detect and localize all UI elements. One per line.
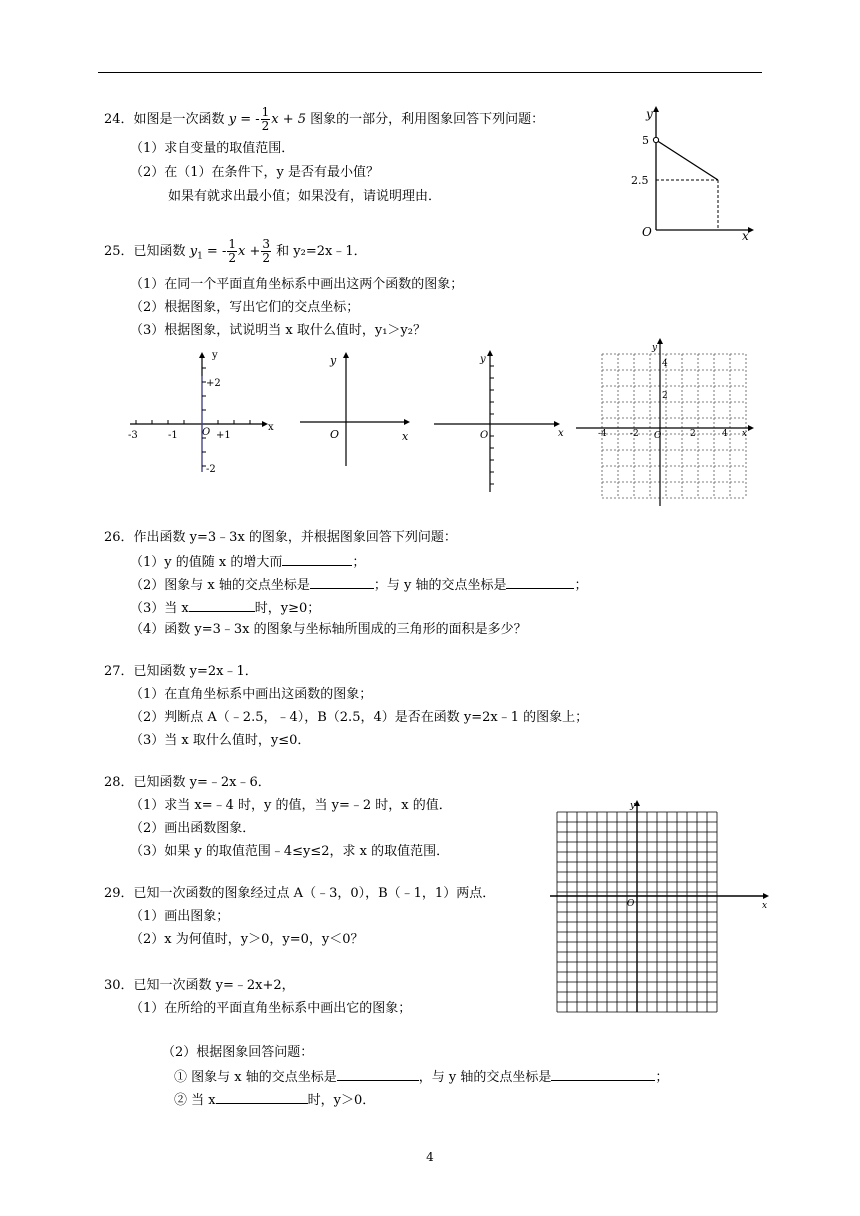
- svg-text:-2: -2: [630, 429, 639, 439]
- q28-number: 28．: [104, 775, 134, 790]
- q26-blank-2[interactable]: [310, 575, 374, 589]
- q30-part2: （2）根据图象回答问题：: [162, 1045, 314, 1060]
- q24-part2: （2）在（1）在条件下，y 是否有最小值？: [130, 165, 380, 180]
- q26-blank-1[interactable]: [282, 552, 352, 566]
- q30-stem: 30．已知一次函数 y=﹣2x+2，: [104, 978, 295, 993]
- q29-part2: （2）x 为何值时，y＞0，y=0，y＜0？: [130, 932, 364, 947]
- q25-part3: （3）根据图象，试说明当 x 取什么值时，y₁＞y₂？: [130, 323, 426, 338]
- q25-number: 25．: [104, 244, 134, 259]
- q29-stem: 29．已知一次函数的图象经过点 A（﹣3，0），B（﹣1，1）两点．: [104, 886, 496, 901]
- svg-text:O: O: [480, 430, 489, 441]
- q30-blank-1[interactable]: [337, 1067, 419, 1081]
- svg-text:y: y: [652, 343, 658, 353]
- q25-axes-2: [296, 348, 424, 470]
- q24-graph-line: [656, 140, 718, 180]
- q26-part2: （2）图象与 x 轴的交点坐标是 ；与 y 轴的交点坐标是 ；: [130, 575, 588, 595]
- svg-text:x: x: [762, 901, 768, 911]
- q30-blank-3[interactable]: [216, 1090, 308, 1104]
- q24-fraction: $\frac{1}{2}$: [261, 105, 270, 133]
- q24-part2-cont: 如果有就求出最小值；如果没有，请说明理由．: [168, 189, 442, 204]
- q24-origin: O: [642, 225, 652, 239]
- q26-part4: （4）函数 y=3﹣3x 的图象与坐标轴所围成的三角形的面积是多少？: [130, 622, 527, 637]
- q26-blank-3[interactable]: [506, 575, 574, 589]
- q27-part3: （3）当 x 取什么值时，y≤0．: [130, 733, 311, 748]
- svg-text:2: 2: [662, 391, 668, 401]
- svg-text:y: y: [480, 354, 486, 365]
- q24-tick-5: 5: [642, 134, 649, 147]
- svg-text:y: y: [212, 350, 218, 361]
- svg-text:y: y: [330, 354, 337, 367]
- q28-grid: [550, 800, 775, 1015]
- svg-text:+1: +1: [216, 430, 231, 441]
- svg-text:O: O: [330, 428, 340, 441]
- q25-axes-1: [122, 350, 282, 480]
- q25-part1: （1）在同一个平面直角坐标系中画出这两个函数的图象；: [130, 277, 464, 292]
- q24-x-label: x: [742, 229, 749, 243]
- q30-number: 30．: [104, 978, 134, 993]
- svg-text:-3: -3: [128, 430, 138, 441]
- svg-text:x: x: [558, 428, 564, 439]
- q26-part3: （3）当 x 时，y≥0；: [130, 598, 320, 618]
- svg-text:-4: -4: [598, 429, 607, 439]
- q27-part2: （2）判断点 A（﹣2.5，﹣4），B（2.5，4）是否在函数 y=2x﹣1 的图象上；: [130, 710, 589, 725]
- q26-number: 26．: [104, 530, 134, 545]
- q27-part1: （1）在直角坐标系中画出这函数的图象；: [130, 687, 373, 702]
- q29-number: 29．: [104, 886, 134, 901]
- q30-part1: （1）在所给的平面直角坐标系中画出它的图象；: [130, 1001, 412, 1016]
- q28-part2: （2）画出函数图象．: [130, 821, 256, 836]
- q25-axes-3: [430, 348, 570, 496]
- svg-text:O: O: [627, 899, 635, 909]
- q26-part1: （1）y 的值随 x 的增大而 ；: [130, 552, 365, 572]
- q24-stem: 24．如图是一次函数 y = - $\frac{1}{2}$ x + 5 图象的一部分，利用图象回答下列问题：: [104, 105, 545, 133]
- q25-grid: [576, 340, 756, 510]
- q29-part1: （1）画出图象；: [130, 909, 230, 924]
- q24-part1: （1）求自变量的取值范围．: [130, 141, 295, 156]
- svg-text:4: 4: [662, 359, 668, 369]
- q30-part2-2: ② 当 x 时，y＞0．: [174, 1090, 375, 1110]
- svg-text:O: O: [202, 427, 211, 438]
- q25-fraction-2: $\frac{3}{2}$: [262, 237, 270, 265]
- q30-part2-1: ① 图象与 x 轴的交点坐标是 ，与 y 轴的交点坐标是 ；: [174, 1067, 668, 1087]
- svg-text:-2: -2: [206, 464, 216, 475]
- q25-stem: 25．已知函数 $y_1$ = - $\frac{1}{2}$ x + $\frac{3}{2}$ 和 y₂=2x﹣1．: [104, 237, 367, 265]
- q27-stem: 27．已知函数 y=2x﹣1．: [104, 664, 258, 679]
- q26-stem: 26．作出函数 y=3﹣3x 的图象，并根据图象回答下列问题：: [104, 530, 457, 545]
- svg-text:x: x: [268, 422, 274, 433]
- q25-fraction-1: $\frac{1}{2}$: [228, 237, 236, 265]
- q24-tick-25: 2.5: [631, 174, 649, 187]
- q28-stem: 28．已知函数 y=﹣2x﹣6．: [104, 775, 271, 790]
- page-number: 4: [426, 1150, 434, 1164]
- svg-text:-1: -1: [168, 430, 178, 441]
- q24-graph: [620, 100, 760, 243]
- q28-part3: （3）如果 y 的取值范围﹣4≤y≤2，求 x 的取值范围．: [130, 844, 450, 859]
- q28-part1: （1）求当 x=﹣4 时，y 的值，当 y=﹣2 时，x 的值．: [130, 798, 452, 813]
- q24-number: 24．: [104, 112, 134, 127]
- svg-text:2: 2: [690, 429, 696, 439]
- svg-text:+2: +2: [206, 378, 221, 389]
- q26-blank-4[interactable]: [189, 598, 255, 612]
- q24-y-label: y: [646, 107, 653, 121]
- svg-text:O: O: [654, 431, 662, 441]
- q30-blank-2[interactable]: [551, 1067, 655, 1081]
- svg-text:x: x: [402, 430, 409, 443]
- q27-number: 27．: [104, 664, 134, 679]
- header-rule: [98, 72, 762, 73]
- q25-part2: （2）根据图象，写出它们的交点坐标；: [130, 300, 360, 315]
- svg-text:y: y: [630, 801, 636, 811]
- svg-text:x: x: [742, 429, 748, 439]
- svg-text:4: 4: [722, 429, 728, 439]
